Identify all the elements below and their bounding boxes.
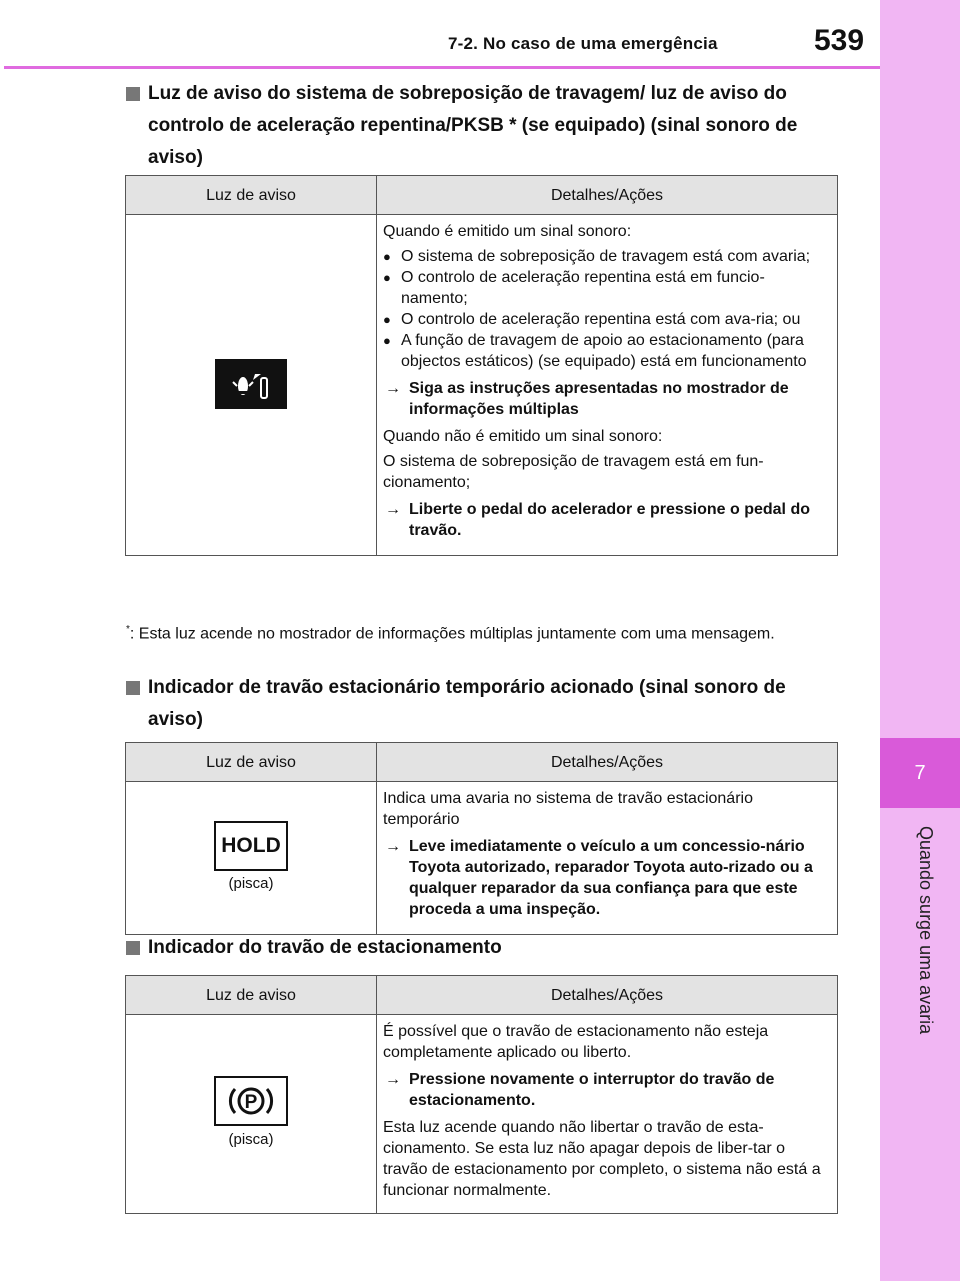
description: Esta luz acende quando não libertar o travão de esta-cionamento. Se esta luz não apagar depois de liber-tar o travão de estacionamento por completo, o sistema não está a funcionar normalmente. bbox=[383, 1119, 821, 1199]
column-header-details: Detalhes/Ações bbox=[377, 743, 838, 782]
list-item: ● O sistema de sobreposição de travagem está com avaria; bbox=[383, 246, 831, 267]
section-heading-parking-brake: Indicador do travão de estacionamento bbox=[126, 932, 838, 964]
chapter-sidebar bbox=[880, 0, 960, 1281]
square-bullet-icon bbox=[126, 87, 140, 101]
brake-override-warning-icon bbox=[215, 359, 287, 409]
footnote-marker: * bbox=[126, 624, 130, 635]
header-divider bbox=[4, 66, 880, 69]
description: É possível que o travão de estacionamento não esteja completamente aplicado ou liberto. bbox=[383, 1023, 769, 1061]
action-instruction: → Pressione novamente o interruptor do travão de estacionamento. bbox=[383, 1069, 831, 1111]
action-instruction: → Siga as instruções apresentadas no mostrador de informações múltiplas bbox=[383, 378, 831, 420]
page-header-title: 7-2. No caso de uma emergência bbox=[448, 34, 718, 53]
parking-brake-letter: P bbox=[244, 1092, 258, 1113]
warning-table-hold bbox=[125, 742, 838, 935]
section-heading-brake-override: Luz de aviso do sistema de sobreposição de travagem/ luz de aviso do controlo de aceleração repentina/PKSB * (se equipado) (sinal sonoro de aviso) bbox=[126, 78, 838, 174]
list-item: ● A função de travagem de apoio ao estacionamento (para objectos estáticos) (se equipado) está em funcionamento bbox=[383, 330, 831, 372]
list-item: ● O controlo de aceleração repentina está com ava-ria; ou bbox=[383, 309, 831, 330]
hold-indicator-icon: HOLD bbox=[214, 821, 288, 871]
no-signal-intro: Quando não é emitido um sinal sonoro: bbox=[383, 428, 663, 445]
icon-caption: (pisca) bbox=[228, 874, 274, 892]
list-item: ● O controlo de aceleração repentina está em funcio-namento; bbox=[383, 267, 831, 309]
details-cell bbox=[377, 782, 838, 935]
section-heading-hold: Indicador de travão estacionário temporário acionado (sinal sonoro de aviso) bbox=[126, 672, 838, 736]
chapter-title: Quando surge uma avaria bbox=[916, 826, 936, 1035]
column-header-warning-light: Luz de aviso bbox=[126, 176, 377, 215]
warning-light-cell bbox=[126, 782, 377, 935]
warning-light-cell bbox=[126, 1015, 377, 1214]
icon-caption: (pisca) bbox=[228, 1131, 274, 1148]
chapter-number-tab[interactable]: 7 bbox=[880, 738, 960, 808]
audible-signal-intro: Quando é emitido um sinal sonoro: bbox=[383, 223, 632, 240]
parking-brake-icon bbox=[214, 1076, 288, 1126]
column-header-details: Detalhes/Ações bbox=[377, 976, 838, 1015]
details-cell bbox=[377, 215, 838, 556]
warning-light-cell bbox=[126, 215, 377, 556]
action-instruction: → Liberte o pedal do acelerador e pressione o pedal do travão. bbox=[383, 499, 831, 541]
details-cell bbox=[377, 1015, 838, 1214]
column-header-warning-light: Luz de aviso bbox=[126, 743, 377, 782]
column-header-warning-light: Luz de aviso bbox=[126, 976, 377, 1015]
warning-table-parking-brake bbox=[125, 975, 838, 1214]
no-signal-description: O sistema de sobreposição de travagem está em fun-cionamento; bbox=[383, 453, 764, 491]
page-number: 539 bbox=[814, 24, 865, 57]
column-header-details: Detalhes/Ações bbox=[377, 176, 838, 215]
description: Indica uma avaria no sistema de travão estacionário temporário bbox=[383, 790, 753, 828]
square-bullet-icon bbox=[126, 941, 140, 955]
footnote: *: Esta luz acende no mostrador de informações múltiplas juntamente com uma mensagem. bbox=[126, 624, 775, 643]
action-instruction: → Leve imediatamente o veículo a um concessio-nário Toyota autorizado, reparador Toyota auto-rizado ou a qualquer reparador da sua confiança para que este proceda a uma inspeção. bbox=[383, 836, 831, 920]
square-bullet-icon bbox=[126, 681, 140, 695]
warning-table-brake-override bbox=[125, 175, 838, 556]
